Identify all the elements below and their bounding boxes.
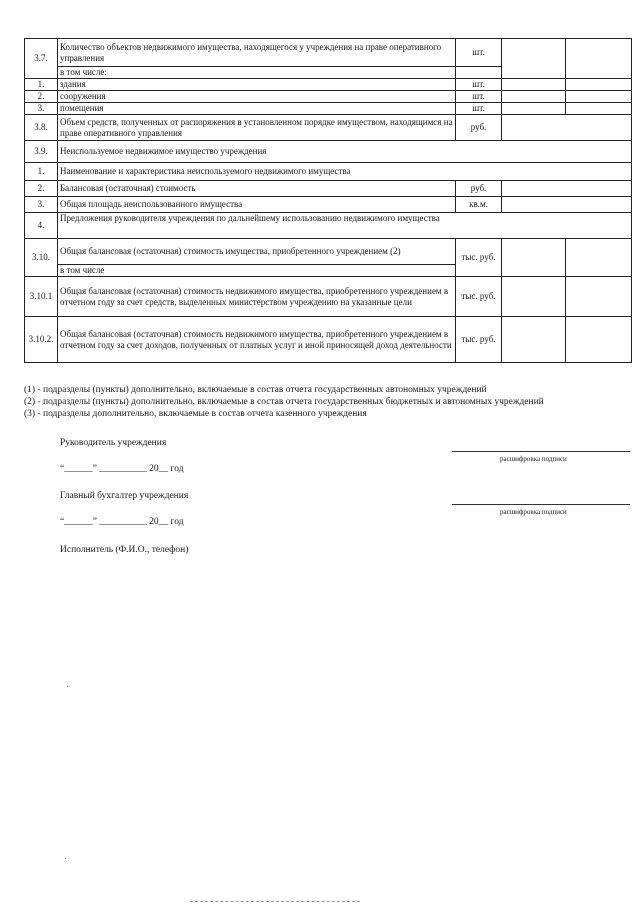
head-signature-line [452, 451, 630, 452]
value-cell[interactable] [502, 91, 566, 103]
row-number: 3.8. [25, 115, 58, 141]
value-cell[interactable] [566, 91, 632, 103]
row-unit: руб. [456, 115, 502, 141]
property-report-table [24, 38, 632, 363]
table-row [25, 103, 632, 115]
value-cell[interactable] [566, 277, 632, 317]
row-description: Объем средств, полученных от распоряжения в установленном порядке имуществом, находящимся на праве оперативного управления [58, 115, 456, 141]
table-row [25, 277, 632, 317]
accountant-signature-line [452, 504, 630, 505]
value-cell[interactable] [502, 197, 632, 213]
value-cell[interactable] [502, 79, 566, 91]
row-description: Общая площадь неиспользованного имущества [58, 197, 456, 213]
accountant-signature-label: Главный бухгалтер учреждения [60, 491, 189, 501]
value-cell[interactable] [566, 39, 632, 79]
row-number: 3.7. [25, 39, 58, 79]
value-cell[interactable] [502, 239, 566, 277]
value-cell[interactable] [566, 79, 632, 91]
row-description: Общая балансовая (остаточная) стоимость имущества, приобретенного учреждением (2) [58, 239, 456, 265]
row-number: 3. [25, 103, 58, 115]
row-description: Балансовая (остаточная) стоимость [58, 181, 456, 197]
table-row [25, 39, 632, 67]
row-description: Наименование и характеристика неиспользуемого недвижимого имущества [58, 163, 632, 181]
row-number: 3. [25, 197, 58, 213]
row-number: 1. [25, 79, 58, 91]
table-row [25, 115, 632, 141]
footnotes [24, 384, 544, 420]
table-row [25, 79, 632, 91]
table-row [25, 213, 632, 239]
row-unit: руб. [456, 181, 502, 197]
accountant-date-line[interactable]: “______” __________ 20__ год [60, 517, 184, 527]
empty-unit-cell [456, 67, 502, 79]
scan-edge-mark [190, 901, 360, 902]
table-row [25, 141, 632, 163]
value-cell[interactable] [566, 317, 632, 363]
value-cell[interactable] [502, 317, 566, 363]
table-row [25, 317, 632, 363]
row-unit: тыс. руб. [456, 239, 502, 277]
row-unit: шт. [456, 79, 502, 91]
row-description: здания [58, 79, 456, 91]
row-description: Общая балансовая (остаточная) стоимость недвижимого имущества, приобретенного учреждением в отчетном году за счет средств, выделенных министерством учреждению на указанные цели [58, 277, 456, 317]
value-cell[interactable] [566, 103, 632, 115]
row-number: 3.10. [25, 239, 58, 277]
value-cell[interactable] [502, 277, 566, 317]
row-unit: шт. [456, 91, 502, 103]
executor-label: Исполнитель (Ф.И.О., телефон) [60, 545, 189, 555]
row-number: 3.10.2. [25, 317, 58, 363]
head-date-line[interactable]: “______” __________ 20__ год [60, 464, 184, 474]
scan-speck [65, 858, 66, 859]
table-row [25, 91, 632, 103]
row-unit: тыс. руб. [456, 277, 502, 317]
row-unit: шт. [456, 103, 502, 115]
table-row [25, 197, 632, 213]
footnote: (1) - подразделы (пункты) дополнительно, включаемые в состав отчета государственных автономных учреждений [24, 385, 487, 395]
value-cell[interactable] [566, 239, 632, 277]
row-description: сооружения [58, 91, 456, 103]
row-number: 3.9. [25, 141, 58, 163]
row-number: 3.10.1 [25, 277, 58, 317]
head-decode-caption: расшифровка подписи [500, 455, 567, 463]
value-cell[interactable] [502, 181, 632, 197]
row-unit: тыс. руб. [456, 317, 502, 363]
table-row [25, 239, 632, 265]
footnote: (3) - подразделы дополнительно, включаемые в состав отчета казенного учреждения [24, 409, 367, 419]
row-unit: кв.м. [456, 197, 502, 213]
row-number: 1. [25, 163, 58, 181]
value-cell[interactable] [502, 115, 632, 141]
row-number: 2. [25, 181, 58, 197]
row-unit: шт. [456, 39, 502, 67]
accountant-decode-caption: расшифровка подписи [500, 508, 567, 516]
scan-speck [67, 686, 68, 687]
footnote: (2) - подразделы (пункты) дополнительно, включаемые в состав отчета государственных бюджетных и автономных учреждений [24, 397, 544, 407]
value-cell[interactable] [502, 103, 566, 115]
value-cell[interactable] [502, 39, 566, 79]
head-signature-label: Руководитель учреждения [60, 438, 167, 448]
row-description: Общая балансовая (остаточная) стоимость недвижимого имущества, приобретенного учреждением в отчетном году за счет доходов, полученных от платных услуг и иной приносящей доход деятельности [58, 317, 456, 363]
table-row [25, 181, 632, 197]
row-description: Неиспользуемое недвижимое имущество учреждения [58, 141, 632, 163]
row-subheading: в том числе: [58, 67, 456, 79]
table-row [25, 163, 632, 181]
row-number: 2. [25, 91, 58, 103]
row-number: 4. [25, 213, 58, 239]
row-subheading: в том числе [58, 265, 456, 277]
row-description: Количество объектов недвижимого имущества, находящегося у учреждения на праве оперативного управления [58, 39, 456, 67]
row-description: Предложения руководителя учреждения по дальнейшему использованию недвижимого имущества [58, 213, 632, 239]
row-description: помещения [58, 103, 456, 115]
